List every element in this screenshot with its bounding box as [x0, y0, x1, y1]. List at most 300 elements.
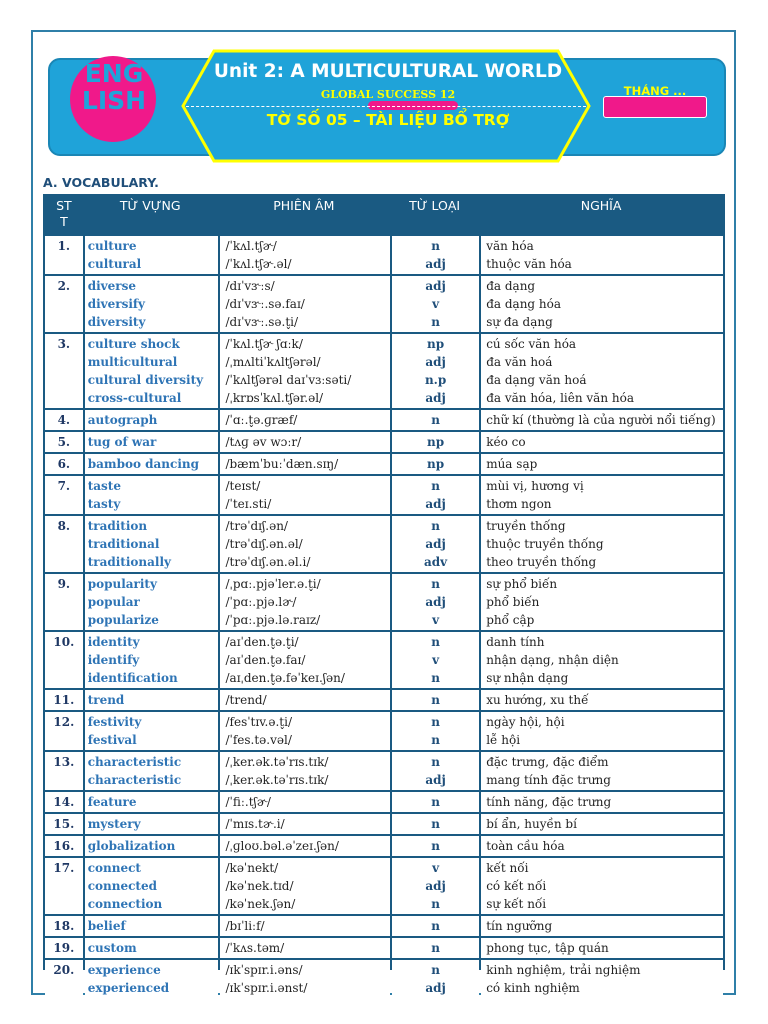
meaning-cell [481, 858, 723, 914]
meaning-cell-line: lễ hội [486, 733, 521, 747]
meaning-cell [481, 574, 723, 630]
pos-cell-line: n [431, 671, 440, 685]
word-cell-line: trend [87, 693, 125, 707]
word-cell [85, 334, 218, 408]
word-cell-line: mystery [87, 817, 141, 831]
meaning-cell-line: đa dạng văn hoá [486, 373, 587, 387]
word-cell-line: characteristic [87, 773, 182, 787]
month-box [603, 96, 707, 118]
row-number [45, 454, 83, 474]
word-cell-line: festivity [87, 715, 142, 729]
vocabulary-table [43, 194, 725, 995]
pos-cell-line: adj [425, 497, 446, 511]
word-cell-line: custom [87, 941, 137, 955]
row-number [45, 752, 83, 790]
logo-line-2: LISH [81, 86, 147, 115]
ipa-cell-line: /ˈkʌs.təm/ [225, 941, 285, 955]
word-cell-line: connect [87, 861, 141, 875]
word-cell-line: popularity [87, 577, 157, 591]
meaning-cell-line: phổ cập [486, 613, 535, 627]
word-cell-line: globalization [87, 839, 176, 853]
word-cell-line: characteristic [87, 755, 182, 769]
ipa-cell [220, 476, 390, 514]
pos-cell [392, 690, 479, 710]
row-number [45, 236, 83, 274]
table-row [45, 236, 723, 274]
row-number-text: 19. [53, 941, 75, 955]
row-number [45, 814, 83, 834]
row-number-text: 6. [57, 457, 71, 471]
word-cell [85, 410, 218, 430]
pos-cell-line: n [431, 315, 440, 329]
pos-cell [392, 334, 479, 408]
meaning-cell [481, 432, 723, 452]
month-label: THÁNG ... [623, 84, 687, 98]
meaning-cell-line: đặc trưng, đặc điểm [486, 755, 609, 769]
word-cell [85, 276, 218, 332]
pos-cell-line: np [427, 457, 445, 471]
meaning-cell [481, 712, 723, 750]
ipa-cell [220, 752, 390, 790]
meaning-cell [481, 236, 723, 274]
word-cell-line: culture [87, 239, 137, 253]
pos-cell-line: v [432, 653, 440, 667]
meaning-cell-line: tín ngưỡng [486, 919, 553, 933]
pos-cell-line: adj [425, 595, 446, 609]
meaning-cell [481, 916, 723, 936]
meaning-cell-line: xu hướng, xu thế [486, 693, 589, 707]
meaning-cell [481, 276, 723, 332]
pos-cell-line: adv [424, 555, 448, 569]
ipa-cell-line: /kəˈnek.ʃən/ [225, 897, 296, 911]
meaning-cell-line: bí ẩn, huyền bí [486, 817, 577, 831]
ipa-cell [220, 410, 390, 430]
ipa-cell-line: /ˈteɪ.sti/ [225, 497, 272, 511]
ipa-cell [220, 814, 390, 834]
word-cell-line: cultural [87, 257, 142, 271]
sheet-title: TỜ SỐ 05 – TÀI LIỆU BỔ TRỢ [266, 111, 510, 129]
word-cell-line: bamboo dancing [87, 457, 200, 471]
pos-cell [392, 960, 479, 998]
table-row [45, 334, 723, 408]
row-number [45, 712, 83, 750]
pos-cell [392, 454, 479, 474]
ipa-cell-line: /ɪkˈspɪr.i.əns/ [225, 963, 303, 977]
ipa-cell [220, 632, 390, 688]
row-number-text: 13. [53, 755, 75, 769]
pos-cell-line: v [432, 613, 440, 627]
table-row [45, 858, 723, 914]
ipa-cell-line: /dɪˈvɝː.sə.faɪ/ [225, 297, 305, 311]
table-row [45, 574, 723, 630]
header-ipa: PHIÊN ÂM [273, 198, 335, 213]
ipa-cell-line: /kəˈnekt/ [225, 861, 279, 875]
pos-cell-line: n [431, 715, 440, 729]
word-cell [85, 632, 218, 688]
word-cell [85, 960, 218, 998]
row-number [45, 410, 83, 430]
meaning-cell [481, 476, 723, 514]
header-no: ST T [56, 198, 72, 229]
row-number [45, 334, 83, 408]
row-number [45, 836, 83, 856]
pos-cell-line: adj [425, 981, 446, 995]
word-cell-line: traditional [87, 537, 160, 551]
ipa-cell-line: /bɪˈliːf/ [225, 919, 265, 933]
word-cell [85, 476, 218, 514]
table-row [45, 632, 723, 688]
row-number-text: 3. [57, 337, 71, 351]
pos-cell [392, 236, 479, 274]
table-row [45, 960, 723, 998]
row-number-text: 11. [53, 693, 75, 707]
table-row [45, 476, 723, 514]
ipa-cell-line: /fesˈtɪv.ə.t̬i/ [225, 715, 292, 729]
ipa-cell-line: /ˌmʌltiˈkʌltʃərəl/ [225, 355, 321, 369]
pos-cell [392, 836, 479, 856]
meaning-cell-line: danh tính [486, 635, 545, 649]
ipa-cell-line: /ˈpɑː.pjə.lə.raɪz/ [225, 613, 321, 627]
meaning-cell-line: tính năng, đặc trưng [486, 795, 612, 809]
meaning-cell [481, 960, 723, 998]
pos-cell-line: n [431, 963, 440, 977]
row-number [45, 432, 83, 452]
word-cell [85, 858, 218, 914]
meaning-cell-line: phong tục, tập quán [486, 941, 609, 955]
meaning-cell [481, 516, 723, 572]
meaning-cell-line: truyền thống [486, 519, 566, 533]
row-number-text: 8. [57, 519, 71, 533]
meaning-cell-line: kết nối [486, 861, 529, 875]
pos-cell-line: n [431, 755, 440, 769]
meaning-cell-line: thuộc văn hóa [486, 257, 572, 271]
pos-cell-line: n [431, 479, 440, 493]
ipa-cell-line: /aɪˈden.t̬ə.faɪ/ [225, 653, 306, 667]
pos-cell-line: n [431, 577, 440, 591]
pos-cell [392, 276, 479, 332]
word-cell-line: feature [87, 795, 137, 809]
word-cell-line: cultural diversity [87, 373, 204, 387]
meaning-cell-line: mang tính đặc trưng [486, 773, 611, 787]
row-number-text: 18. [53, 919, 75, 933]
word-cell-line: identification [87, 671, 178, 685]
row-number [45, 574, 83, 630]
row-number-text: 20. [53, 963, 75, 977]
row-number-text: 10. [53, 635, 75, 649]
ipa-cell [220, 712, 390, 750]
meaning-cell-line: văn hóa [486, 239, 534, 253]
pos-cell-line: n [431, 239, 440, 253]
row-number-text: 7. [57, 479, 71, 493]
pos-cell-line: adj [425, 355, 446, 369]
ipa-cell [220, 276, 390, 332]
logo-line-1: ENG [84, 59, 144, 88]
row-number-text: 17. [53, 861, 75, 875]
word-cell-line: connected [87, 879, 157, 893]
pos-cell-line: n [431, 693, 440, 707]
pos-cell [392, 814, 479, 834]
meaning-cell-line: chữ kí (thường là của người nổi tiếng) [486, 413, 716, 427]
meaning-cell-line: ngày hội, hội [486, 715, 565, 729]
ipa-cell-line: /ɪkˈspɪr.i.ənst/ [225, 981, 308, 995]
word-cell-line: traditionally [87, 555, 171, 569]
word-cell-line: connection [87, 897, 163, 911]
table-row [45, 690, 723, 710]
ipa-cell-line: /ˈfes.tə.vəl/ [225, 733, 292, 747]
pos-cell [392, 516, 479, 572]
logo-text [64, 60, 164, 114]
word-cell [85, 836, 218, 856]
word-cell-line: diversity [87, 315, 146, 329]
ipa-cell-line: /ˌɡloʊ.bəl.əˈzeɪ.ʃən/ [225, 839, 339, 853]
pos-cell-line: n [431, 733, 440, 747]
word-cell-line: tasty [87, 497, 121, 511]
meaning-cell-line: đa văn hoá [486, 355, 553, 369]
meaning-cell [481, 632, 723, 688]
table-row [45, 712, 723, 750]
pos-cell [392, 476, 479, 514]
header-pos: TỪ LOẠI [409, 198, 461, 213]
ipa-cell-line: /ˌpɑː.pjəˈler.ə.t̬i/ [225, 577, 321, 591]
pos-cell-line: n.p [424, 373, 447, 387]
row-number-text: 4. [57, 413, 71, 427]
header-word: TỪ VỰNG [119, 198, 181, 213]
meaning-cell-line: sự nhận dạng [486, 671, 569, 685]
pos-cell-line: n [431, 941, 440, 955]
word-cell-line: autograph [87, 413, 158, 427]
meaning-cell-line: thuộc truyền thống [486, 537, 604, 551]
pos-cell-line: adj [425, 537, 446, 551]
word-cell-line: tug of war [87, 435, 157, 449]
ipa-cell-line: /teɪst/ [225, 479, 261, 493]
ipa-cell-line: /trəˈdɪʃ.ən/ [225, 519, 288, 533]
meaning-cell-line: mùi vị, hương vị [486, 479, 584, 493]
pos-cell [392, 752, 479, 790]
word-cell [85, 814, 218, 834]
ipa-cell-line: /dɪˈvɝːs/ [225, 279, 275, 293]
meaning-cell-line: sự kết nối [486, 897, 547, 911]
pos-cell [392, 410, 479, 430]
word-cell-line: culture shock [87, 337, 180, 351]
table-body [45, 236, 723, 998]
meaning-cell-line: đa dạng [486, 279, 536, 293]
pos-cell-line: n [431, 817, 440, 831]
pos-cell [392, 792, 479, 812]
pos-cell-line: np [427, 435, 445, 449]
word-cell-line: festival [87, 733, 137, 747]
ipa-cell [220, 690, 390, 710]
section-title: A. VOCABULARY. [43, 175, 159, 190]
table-header [45, 196, 723, 234]
row-number-text: 12. [53, 715, 75, 729]
meaning-cell [481, 334, 723, 408]
word-cell-line: diverse [87, 279, 136, 293]
meaning-cell [481, 752, 723, 790]
meaning-cell [481, 792, 723, 812]
ipa-cell-line: /trəˈdɪʃ.ən.əl.i/ [225, 555, 311, 569]
table-row [45, 454, 723, 474]
meaning-cell-line: thơm ngon [486, 497, 552, 511]
pos-cell-line: n [431, 795, 440, 809]
word-cell [85, 938, 218, 958]
word-cell-line: popularize [87, 613, 159, 627]
word-cell-line: diversify [87, 297, 146, 311]
row-number-text: 5. [57, 435, 71, 449]
ipa-cell-line: /aɪˈden.t̬ə.t̬i/ [225, 635, 299, 649]
meaning-cell [481, 690, 723, 710]
ipa-cell [220, 236, 390, 274]
table-row [45, 432, 723, 452]
ipa-cell-line: /trend/ [225, 693, 267, 707]
ipa-cell-line: /ˈpɑː.pjə.lɚ/ [225, 595, 297, 609]
ipa-cell [220, 938, 390, 958]
row-number-text: 9. [57, 577, 71, 591]
row-number [45, 960, 83, 998]
table-row [45, 836, 723, 856]
pos-cell-line: adj [425, 257, 446, 271]
meaning-cell-line: sự đa dạng [486, 315, 553, 329]
table-row [45, 516, 723, 572]
meaning-cell-line: có kinh nghiệm [486, 981, 580, 995]
ipa-cell-line: /kəˈnek.tɪd/ [225, 879, 294, 893]
meaning-cell-line: kinh nghiệm, trải nghiệm [486, 963, 641, 977]
table-row [45, 938, 723, 958]
row-number-text: 14. [53, 795, 75, 809]
meaning-cell-line: sự phổ biến [486, 577, 558, 591]
unit-title: Unit 2: A MULTICULTURAL WORLD [213, 61, 563, 82]
ipa-cell-line: /ˈkʌltʃərəl daɪˈvɜːsəti/ [225, 373, 352, 387]
word-cell-line: popular [87, 595, 140, 609]
word-cell [85, 432, 218, 452]
pos-cell [392, 916, 479, 936]
ipa-cell-line: /ˈkʌl.tʃɚ/ [225, 239, 277, 253]
ipa-cell-line: /bæmˈbuːˈdæn.sɪŋ/ [225, 457, 339, 471]
table-row [45, 752, 723, 790]
table-row [45, 276, 723, 332]
pos-cell-line: v [432, 297, 440, 311]
ipa-cell-line: /ˌkrɒsˈkʌl.tʃər.əl/ [225, 391, 324, 405]
row-number-text: 2. [57, 279, 71, 293]
ipa-cell-line: /ˈkʌl.tʃɚ ʃɑːk/ [225, 337, 303, 351]
pos-cell-line: adj [425, 773, 446, 787]
meaning-cell-line: cú sốc văn hóa [486, 337, 577, 351]
ipa-cell-line: /ˈmɪs.tɚ.i/ [225, 817, 285, 831]
course-subtitle: GLOBAL SUCCESS 12 [320, 88, 456, 101]
pos-cell-line: n [431, 839, 440, 853]
ipa-cell [220, 454, 390, 474]
meaning-cell-line: kéo co [486, 435, 526, 449]
meaning-cell [481, 814, 723, 834]
pos-cell-line: n [431, 897, 440, 911]
word-cell-line: belief [87, 919, 126, 933]
pos-cell [392, 712, 479, 750]
word-cell [85, 712, 218, 750]
row-number [45, 516, 83, 572]
word-cell [85, 752, 218, 790]
pos-cell [392, 432, 479, 452]
ipa-cell [220, 516, 390, 572]
meaning-cell-line: toàn cầu hóa [486, 839, 565, 853]
ipa-cell-line: /dɪˈvɝː.sə.t̬i/ [225, 315, 299, 329]
row-number [45, 938, 83, 958]
ipa-cell-line: /aɪˌden.t̬ə.fəˈkeɪ.ʃən/ [225, 671, 345, 685]
ipa-cell [220, 858, 390, 914]
ipa-cell-line: /trəˈdɪʃ.ən.əl/ [225, 537, 303, 551]
word-cell-line: identity [87, 635, 140, 649]
meaning-cell [481, 836, 723, 856]
row-number [45, 858, 83, 914]
ipa-cell [220, 574, 390, 630]
row-number-text: 15. [53, 817, 75, 831]
ipa-cell [220, 334, 390, 408]
word-cell [85, 792, 218, 812]
meaning-cell-line: đa văn hóa, liên văn hóa [486, 391, 634, 405]
ipa-cell-line: /ˌker.ək.təˈrɪs.tɪk/ [225, 773, 329, 787]
word-cell-line: multicultural [87, 355, 178, 369]
pos-cell [392, 632, 479, 688]
ipa-cell-line: /ˌker.ək.təˈrɪs.tɪk/ [225, 755, 329, 769]
pos-cell-line: n [431, 519, 440, 533]
word-cell-line: tradition [87, 519, 148, 533]
pos-cell-line: adj [425, 391, 446, 405]
word-cell-line: experienced [87, 981, 170, 995]
ipa-cell [220, 792, 390, 812]
pos-cell-line: n [431, 413, 440, 427]
row-number [45, 792, 83, 812]
ipa-cell-line: /tʌɡ əv wɔːr/ [225, 435, 302, 449]
row-number [45, 632, 83, 688]
word-cell-line: taste [87, 479, 121, 493]
row-number [45, 916, 83, 936]
pos-cell-line: n [431, 919, 440, 933]
meaning-cell-line: đa dạng hóa [486, 297, 562, 311]
meaning-cell [481, 938, 723, 958]
ipa-cell [220, 916, 390, 936]
row-number-text: 1. [57, 239, 71, 253]
word-cell [85, 454, 218, 474]
row-number [45, 476, 83, 514]
dashed-divider [186, 106, 586, 107]
word-cell [85, 916, 218, 936]
ipa-cell-line: /ˈkʌl.tʃɚ.əl/ [225, 257, 292, 271]
word-cell-line: experience [87, 963, 161, 977]
pos-cell [392, 938, 479, 958]
ipa-cell [220, 960, 390, 998]
word-cell [85, 236, 218, 274]
pos-cell [392, 858, 479, 914]
header-meaning: NGHĨA [580, 198, 622, 213]
meaning-cell-line: nhận dạng, nhận diện [486, 653, 619, 667]
row-number [45, 690, 83, 710]
table-row [45, 814, 723, 834]
ipa-cell [220, 432, 390, 452]
word-cell-line: identify [87, 653, 140, 667]
word-cell [85, 516, 218, 572]
row-number-text: 16. [53, 839, 75, 853]
meaning-cell-line: có kết nối [486, 879, 547, 893]
pos-cell [392, 574, 479, 630]
row-number [45, 276, 83, 332]
ipa-cell-line: /ˈɑː.t̬ə.ɡræf/ [225, 413, 298, 427]
table-row [45, 916, 723, 936]
word-cell-line: cross-cultural [87, 391, 182, 405]
pos-cell-line: adj [425, 279, 446, 293]
word-cell [85, 574, 218, 630]
meaning-cell-line: theo truyền thống [486, 555, 597, 569]
pos-cell-line: v [432, 861, 440, 875]
ipa-cell [220, 836, 390, 856]
pos-cell-line: adj [425, 879, 446, 893]
